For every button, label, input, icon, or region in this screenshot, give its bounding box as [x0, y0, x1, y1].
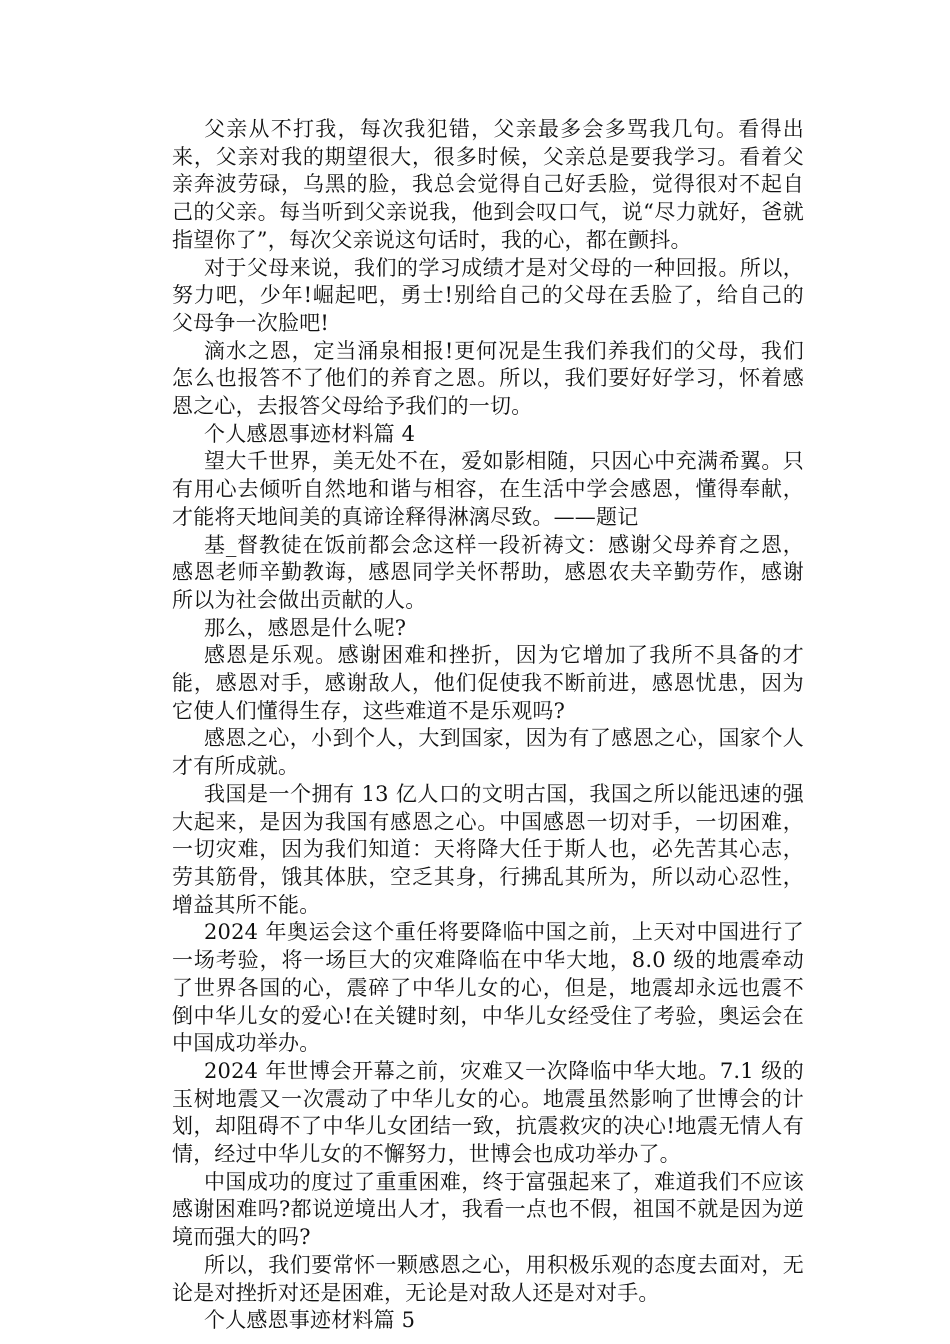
- paragraph: 望大千世界，美无处不在，爱如影相随，只因心中充满希翼。只有用心去倾听自然地和谐与相容，在生活中学会感恩，懂得奉献，才能将天地间美的真谛诠释得淋漓尽致。——题记: [172, 449, 804, 529]
- paragraph: 滴水之恩，定当涌泉相报!更何况是生我们养我们的父母，我们怎么也报答不了他们的养育之恩。所以，我们要好好学习，怀着感恩之心，去报答父母给予我们的一切。: [172, 338, 804, 419]
- paragraph: 中国成功的度过了重重困难，终于富强起来了，难道我们不应该感谢困难吗?都说逆境出人才，我看一点也不假，祖国不就是因为逆境而强大的吗?: [172, 1169, 804, 1250]
- paragraph: 2024 年奥运会这个重任将要降临中国之前，上天对中国进行了一场考验，将一场巨大的灾难降临在中华大地，8.0 级的地震牵动了世界各国的心，震碎了中华儿女的心，但是，地震却永远也震不倒中华儿女的爱心!在关键时刻，中华儿女经受住了考验，奥运会在中国成功举办。: [172, 920, 804, 1056]
- paragraph: 2024 年世博会开幕之前，灾难又一次降临中华大地。7.1 级的玉树地震又一次震动了中华儿女的心。地震虽然影响了世博会的计划，却阻碍不了中华儿女团结一致，抗震救灾的决心!地震无情人有情，经过中华儿女的不懈努力，世博会也成功举办了。: [172, 1058, 804, 1167]
- paragraph: 那么，感恩是什么呢?: [204, 615, 407, 640]
- paragraph: 所以，我们要常怀一颗感恩之心，用积极乐观的态度去面对，无论是对挫折对还是困难，无论是对敌人还是对对手。: [172, 1252, 804, 1305]
- paragraph: 对于父母来说，我们的学习成绩才是对父母的一种回报。所以，努力吧，少年!崛起吧，勇士!别给自己的父母在丢脸了，给自己的父母争一次脸吧!: [172, 255, 804, 335]
- paragraph: 基_督教徒在饭前都会念这样一段祈祷文：感谢父母养育之恩，感恩老师辛勤教诲，感恩同学关怀帮助，感恩农夫辛勤劳作，感谢所以为社会做出贡献的人。: [172, 532, 804, 612]
- paragraph: 感恩是乐观。感谢困难和挫折，因为它增加了我所不具备的才能，感恩对手，感谢敌人，他们促使我不断前进，感恩忧患，因为它使人们懂得生存，这些难道不是乐观吗?: [172, 643, 804, 723]
- document-body: [172, 116, 804, 1335]
- paragraph: 感恩之心，小到个人，大到国家，因为有了感恩之心，国家个人才有所成就。: [172, 726, 804, 779]
- section-heading: 个人感恩事迹材料篇 4: [204, 421, 416, 446]
- paragraph: 父亲从不打我，每次我犯错，父亲最多会多骂我几句。看得出来，父亲对我的期望很大，很多时候，父亲总是要我学习。看着父亲奔波劳碌，乌黑的脸，我总会觉得自己好丢脸，觉得很对不起自己的父亲。每当听到父亲说我，他到会叹口气，说“尽力就好，爸就指望你了”，每次父亲说这句话时，我的心，都在颤抖。: [172, 117, 804, 252]
- section-heading: 个人感恩事迹材料篇 5: [204, 1308, 416, 1333]
- paragraph: 我国是一个拥有 13 亿人口的文明古国，我国之所以能迅速的强大起来，是因为我国有感恩之心。中国感恩一切对手，一切困难，一切灾难，因为我们知道：天将降大任于斯人也，必先苦其心志，劳其筋骨，饿其体肤，空乏其身，行拂乱其所为，所以动心忍性，增益其所不能。: [172, 781, 804, 917]
